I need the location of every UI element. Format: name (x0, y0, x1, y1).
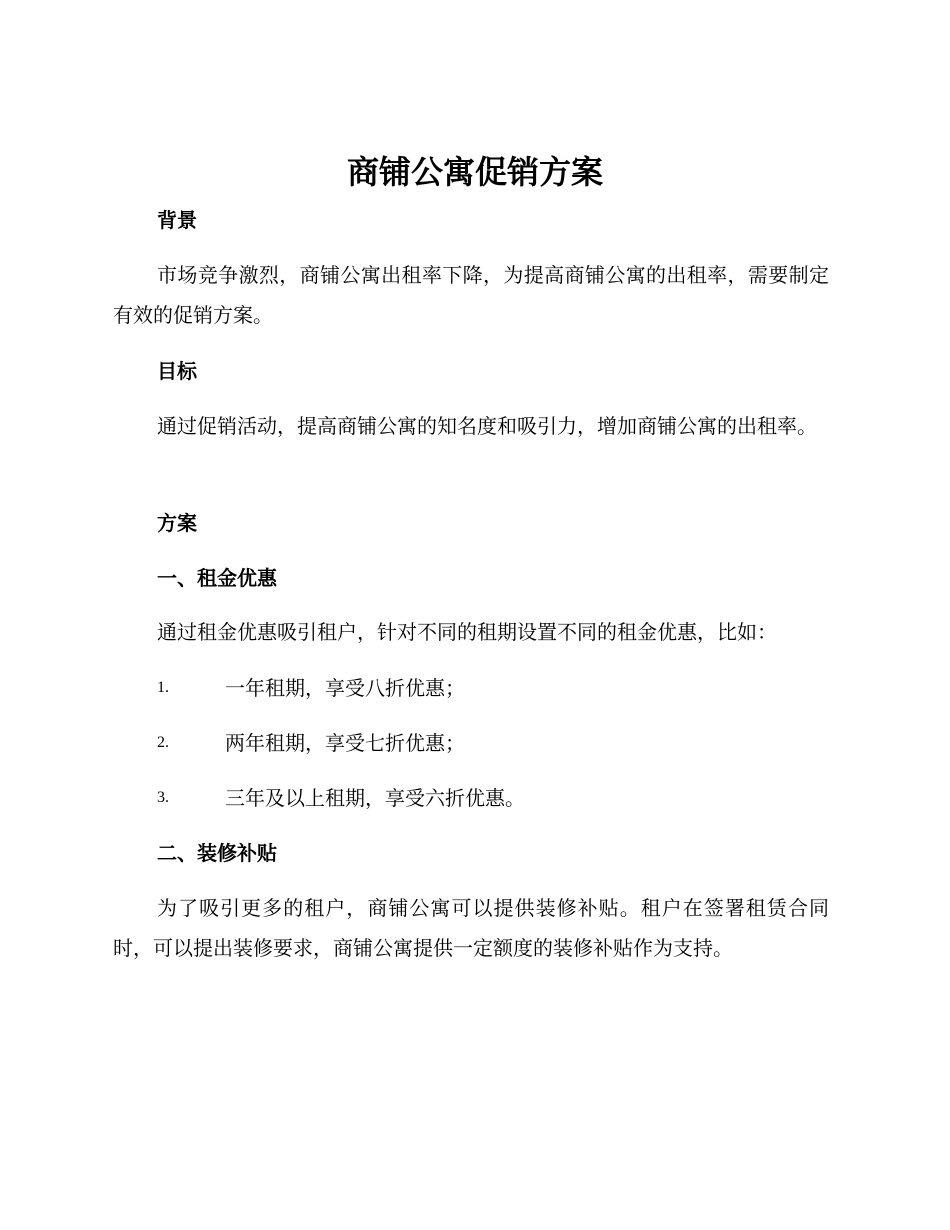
list-number: 2. (157, 734, 169, 751)
goal-paragraph: 通过促销活动，提高商铺公寓的知名度和吸引力，增加商铺公寓的出租率。 (157, 414, 817, 438)
renovation-paragraph: 为了吸引更多的租户，商铺公寓可以提供装修补贴。租户在签署租赁合同时，可以提出装修要求，商铺公寓提供一定额度的装修补贴作为支持。 (113, 896, 829, 960)
plan-heading: 方案 (157, 511, 197, 535)
list-item (157, 784, 829, 812)
list-item (157, 674, 829, 702)
document-title: 商铺公寓促销方案 (346, 153, 603, 191)
rent-discount-heading: 一、租金优惠 (157, 566, 277, 590)
background-paragraph: 市场竞争激烈，商铺公寓出租率下降，为提高商铺公寓的出租率，需要制定有效的促销方案。 (113, 263, 829, 327)
list-item (157, 729, 829, 757)
list-number: 3. (157, 789, 169, 806)
list-text: 两年租期，享受七折优惠； (225, 731, 465, 755)
list-text: 三年及以上租期，享受六折优惠。 (225, 786, 525, 810)
list-number: 1. (157, 679, 169, 696)
rent-intro-paragraph: 通过租金优惠吸引租户，针对不同的租期设置不同的租金优惠，比如： (157, 620, 777, 644)
goal-heading: 目标 (157, 359, 197, 383)
background-heading: 背景 (157, 208, 197, 232)
renovation-subsidy-heading: 二、装修补贴 (157, 841, 277, 865)
list-text: 一年租期，享受八折优惠； (225, 676, 465, 700)
